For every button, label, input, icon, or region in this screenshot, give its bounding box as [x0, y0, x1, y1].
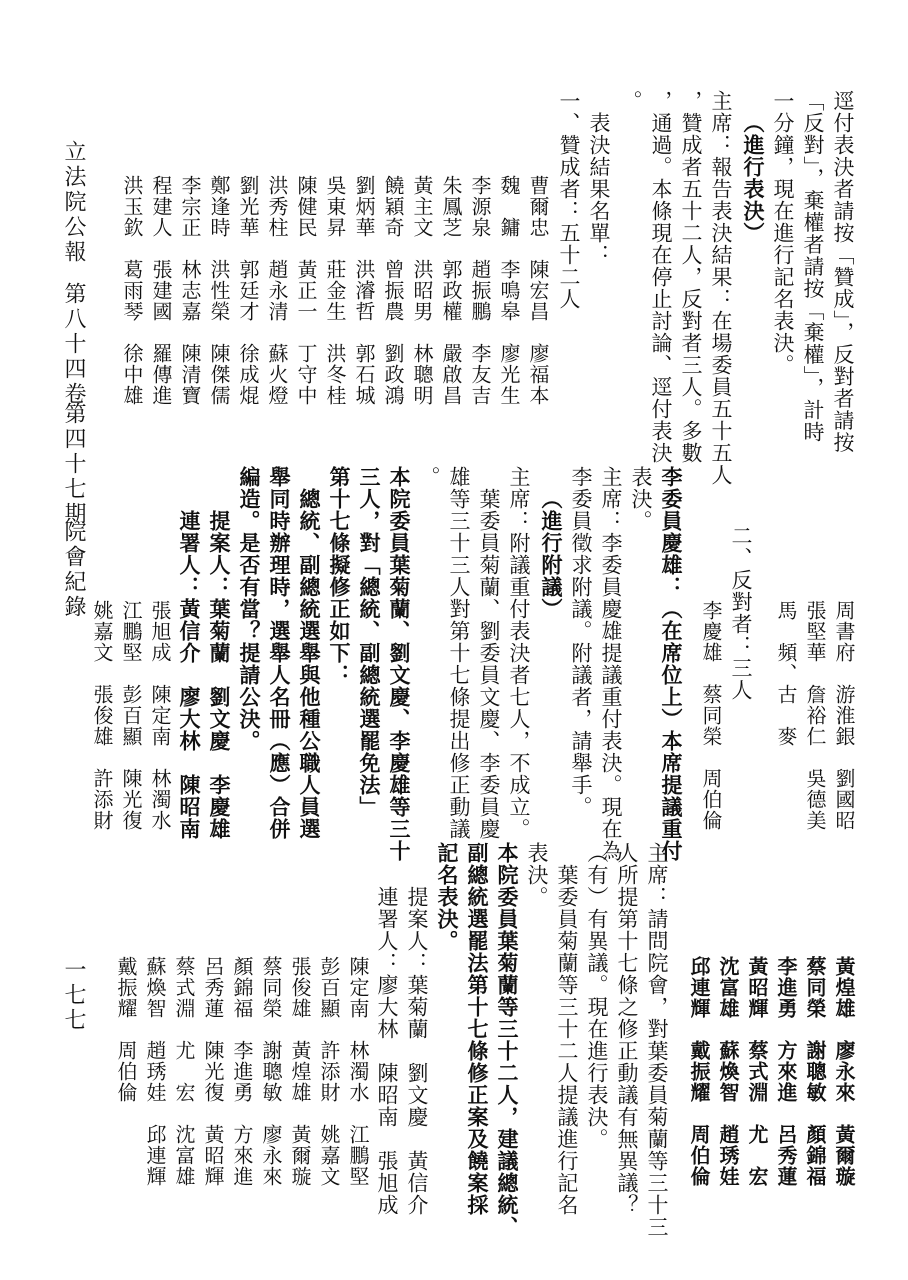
- text-line: 記名表決。: [435, 842, 460, 952]
- name-column: 劉光華 郭廷才 徐成焜: [236, 175, 260, 406]
- text-line: ，贊成者五十二人，反對者三人。多數: [679, 90, 703, 464]
- name-column: 蘇煥智 趙琇娃 邱連輝: [143, 956, 167, 1187]
- volume-label: 第八十四卷: [61, 282, 86, 407]
- name-column: 蔡同榮 謝聰敏 廖永來: [259, 956, 283, 1187]
- name-column: 黃昭輝 蔡式淵 尤 宏: [745, 956, 769, 1187]
- text-line: 人所提第十七條之修正動議有無異議？: [615, 842, 639, 1216]
- name-column: 江鵬堅 彭百顯 陳光復: [119, 600, 143, 831]
- speaker-line: 主席：報告表決結果：在場委員五十五人: [709, 90, 733, 486]
- yes-heading: 一、贊成者：五十二人: [557, 90, 581, 310]
- name-column: 李宗正 林志嘉 陳清寶: [178, 175, 202, 406]
- journal-title: 立法院公報: [61, 140, 86, 265]
- section-label: 院會紀錄: [61, 520, 86, 620]
- name-column: 蔡同榮 謝聰敏 顏錦福: [803, 956, 827, 1187]
- name-column: 程建人 張建國 羅傳進: [149, 175, 173, 406]
- issue-label: 第四十七期: [61, 402, 86, 527]
- proposer-line: 提案人：葉菊蘭 劉文慶 李慶雄: [207, 510, 232, 840]
- name-column: 馬 頻、古 麥: [774, 600, 798, 747]
- name-column: 張俊雄 黃煌雄 黃爾璇: [288, 956, 312, 1187]
- text-line: 本院委員葉菊蘭、劉文慶、李慶雄等三十: [387, 466, 412, 862]
- text-line: 舉同時辦理時，選舉人名冊（應）合併: [267, 466, 292, 840]
- name-column: 劉炳華 洪濬哲 郭石城: [352, 175, 376, 406]
- text-line: 一分鐘，現在進行記名表決。: [771, 90, 795, 376]
- name-column: 饒穎奇 曾振農 劉政鴻: [381, 175, 405, 406]
- page-number: 一七七: [61, 958, 86, 1033]
- proposer-line: 提案人：葉菊蘭 劉文慶 黃信介: [405, 886, 429, 1216]
- speaker-line: 主席：請問院會，對葉委員菊蘭等三十三: [645, 842, 669, 1238]
- name-column: 陳定南 林濁水 江鵬堅: [346, 956, 370, 1187]
- name-column: 戴振耀 周伯倫: [114, 956, 138, 1103]
- text-line: 編造。是否有當？提請公決。: [237, 466, 262, 752]
- cosigner-line: 連署人：黃信介 廖大林 陳昭南: [177, 510, 202, 840]
- name-column: 張堅華 詹裕仁 吳德美: [803, 600, 827, 831]
- name-column: 呂秀蓮 陳光復 黃昭輝: [201, 956, 225, 1187]
- text-line: ，通過。本條現在停止討論、逕付表決: [649, 90, 673, 464]
- name-column: 李源泉 趙振鵬 李友吉: [468, 175, 492, 406]
- text-line: 總統、副總統選舉與他種公職人員選: [297, 488, 322, 840]
- text-line: 葉委員菊蘭、劉委員文慶、李委員慶: [477, 488, 501, 840]
- text-line: 表決。: [629, 466, 653, 532]
- no-heading: 二、反對者：三人: [729, 525, 753, 701]
- text-line: 。: [619, 90, 643, 112]
- procedure-note: （進行附議）: [539, 488, 564, 620]
- name-column: 彭百顯 許添財 姚嘉文: [317, 956, 341, 1187]
- text-line: 逕付表決者請按「贊成」，反對者請按: [831, 90, 855, 454]
- procedure-note: （進行表決）: [741, 112, 766, 244]
- text-line: 第十七條擬修正如下：: [327, 466, 352, 686]
- name-column: 洪玉欽 葛雨琴 徐中雄: [120, 175, 144, 406]
- name-column: 吳東昇 莊金生 洪冬桂: [323, 175, 347, 406]
- text-line: 雄等三十三人對第十七條提出修正動議: [447, 466, 471, 840]
- cosigner-line: 連署人：廖大林 陳昭南 張旭成: [375, 886, 399, 1216]
- text-line: 表決。: [525, 842, 549, 908]
- name-column: 陳健民 黃正一 丁守中: [294, 175, 318, 406]
- text-line: 「反對」，棄權者請按「棄權」，計時: [801, 90, 825, 443]
- name-column: 張旭成 陳定南 林濁水: [148, 600, 172, 831]
- name-column: 沈富雄 蘇煥智 趙琇娃: [716, 956, 740, 1187]
- name-column: 魏 鏞 李鳴皋 廖光生: [497, 175, 521, 406]
- text-line: 李委員徵求附議。附議者，請舉手。: [569, 466, 593, 818]
- name-column: 朱鳳芝 郭政權 嚴啟昌: [439, 175, 463, 406]
- text-line: 。: [417, 466, 441, 488]
- name-column: 邱連輝 戴振耀 周伯倫: [687, 956, 711, 1187]
- name-column: 洪秀柱 趙永清 蘇火燈: [265, 175, 289, 406]
- name-column: 李進勇 方來進 呂秀蓮: [774, 956, 798, 1187]
- result-heading: 表決結果名單：: [587, 112, 611, 266]
- name-column: 顏錦福 李進勇 方來進: [230, 956, 254, 1187]
- text-line: 三人，對「總統、副總統選罷免法」: [357, 466, 382, 818]
- text-line: 葉委員菊蘭等三十二人提議進行記名: [555, 864, 579, 1216]
- name-column: 李慶雄 蔡同榮 周伯倫: [699, 600, 723, 831]
- name-column: 周書府 游淮銀 劉國昭: [832, 600, 856, 831]
- name-column: 蔡式淵 尤 宏 沈富雄: [172, 956, 196, 1187]
- name-column: 鄭逢時 洪性榮 陳傑儒: [207, 175, 231, 406]
- name-column: 姚嘉文 張俊雄 許添財: [90, 600, 114, 831]
- speaker-line: 李委員慶雄：（在席位上）本席提議重付: [659, 466, 684, 862]
- name-column: 黃煌雄 廖永來 黃爾璇: [832, 956, 856, 1187]
- name-column: 曹爾忠 陳宏昌 廖福本: [526, 175, 550, 406]
- text-line: （有）有異議。現在進行表決。: [585, 842, 609, 1150]
- speaker-line: 主席：李委員慶雄提議重付表決。現在為: [599, 466, 623, 862]
- speaker-line: 主席：附議重付表決者七人，不成立。: [507, 466, 531, 840]
- text-line: 本院委員葉菊蘭等三十二人，建議總統、: [495, 842, 520, 1238]
- name-column: 黃主文 洪昭男 林聰明: [410, 175, 434, 406]
- text-line: 副總統選罷法第十七條修正案及饒案採: [465, 842, 490, 1216]
